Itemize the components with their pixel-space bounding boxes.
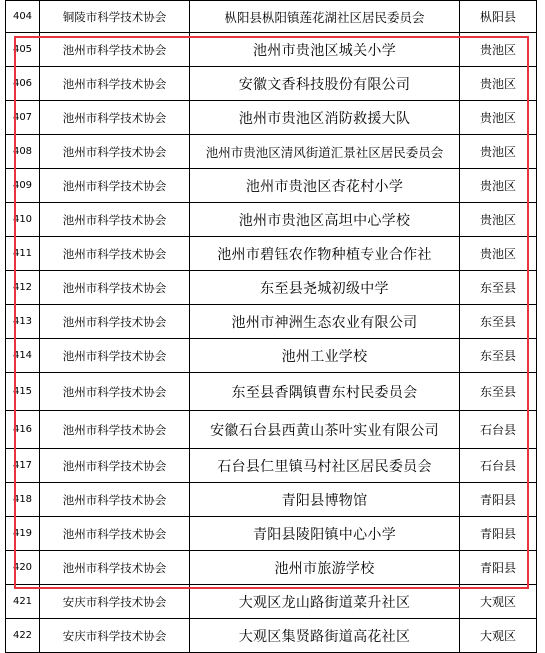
table-row	[6, 483, 537, 517]
unit-name: 枞阳县枞阳镇莲花湖社区居民委员会	[190, 1, 460, 33]
unit-name: 东至县香隅镇曹东村民委员会	[190, 373, 460, 411]
row-number: 417	[6, 449, 40, 483]
table-row	[6, 305, 537, 339]
row-number: 404	[6, 1, 40, 33]
district: 石台县	[460, 449, 537, 483]
table-row	[6, 551, 537, 585]
table-row	[6, 373, 537, 411]
row-number: 412	[6, 271, 40, 305]
data-table	[5, 0, 537, 653]
recommending-org: 安庆市科学技术协会	[40, 619, 190, 653]
recommending-org: 铜陵市科学技术协会	[40, 1, 190, 33]
recommending-org: 池州市科学技术协会	[40, 67, 190, 101]
recommending-org: 安庆市科学技术协会	[40, 585, 190, 619]
district: 青阳县	[460, 483, 537, 517]
district: 枞阳县	[460, 1, 537, 33]
table-row	[6, 619, 537, 653]
row-number: 420	[6, 551, 40, 585]
row-number: 411	[6, 237, 40, 271]
recommending-org: 池州市科学技术协会	[40, 411, 190, 449]
unit-name: 大观区集贤路街道高花社区	[190, 619, 460, 653]
row-number: 422	[6, 619, 40, 653]
recommending-org: 池州市科学技术协会	[40, 449, 190, 483]
row-number: 408	[6, 135, 40, 169]
district: 贵池区	[460, 101, 537, 135]
row-number: 419	[6, 517, 40, 551]
table-row	[6, 101, 537, 135]
unit-name: 石台县仁里镇马村社区居民委员会	[190, 449, 460, 483]
row-number: 409	[6, 169, 40, 203]
recommending-org: 池州市科学技术协会	[40, 271, 190, 305]
district: 大观区	[460, 619, 537, 653]
table-row	[6, 1, 537, 33]
unit-name: 池州市碧钰农作物种植专业合作社	[190, 237, 460, 271]
district: 东至县	[460, 305, 537, 339]
district: 青阳县	[460, 551, 537, 585]
table-row	[6, 135, 537, 169]
district: 东至县	[460, 373, 537, 411]
unit-name: 东至县尧城初级中学	[190, 271, 460, 305]
row-number: 414	[6, 339, 40, 373]
table-row	[6, 203, 537, 237]
row-number: 415	[6, 373, 40, 411]
table-row	[6, 411, 537, 449]
recommending-org: 池州市科学技术协会	[40, 33, 190, 67]
district: 贵池区	[460, 237, 537, 271]
row-number: 410	[6, 203, 40, 237]
district: 东至县	[460, 339, 537, 373]
row-number: 405	[6, 33, 40, 67]
recommending-org: 池州市科学技术协会	[40, 237, 190, 271]
row-number: 418	[6, 483, 40, 517]
district: 贵池区	[460, 67, 537, 101]
district: 贵池区	[460, 135, 537, 169]
table-row	[6, 169, 537, 203]
recommending-org: 池州市科学技术协会	[40, 339, 190, 373]
row-number: 416	[6, 411, 40, 449]
recommending-org: 池州市科学技术协会	[40, 305, 190, 339]
unit-name: 池州市贵池区消防救援大队	[190, 101, 460, 135]
district: 贵池区	[460, 203, 537, 237]
table-row	[6, 339, 537, 373]
row-number: 421	[6, 585, 40, 619]
unit-name: 池州市贵池区城关小学	[190, 33, 460, 67]
unit-name: 安徽文香科技股份有限公司	[190, 67, 460, 101]
table-row	[6, 33, 537, 67]
district: 东至县	[460, 271, 537, 305]
table-row	[6, 271, 537, 305]
row-number: 406	[6, 67, 40, 101]
recommending-org: 池州市科学技术协会	[40, 203, 190, 237]
unit-name: 大观区龙山路街道菜升社区	[190, 585, 460, 619]
recommending-org: 池州市科学技术协会	[40, 373, 190, 411]
row-number: 413	[6, 305, 40, 339]
district: 贵池区	[460, 169, 537, 203]
table-row	[6, 585, 537, 619]
recommending-org: 池州市科学技术协会	[40, 551, 190, 585]
recommending-org: 池州市科学技术协会	[40, 101, 190, 135]
district: 大观区	[460, 585, 537, 619]
unit-name: 池州市旅游学校	[190, 551, 460, 585]
unit-name: 池州市贵池区高坦中心学校	[190, 203, 460, 237]
table-row	[6, 237, 537, 271]
table-row	[6, 517, 537, 551]
unit-name: 池州市贵池区清风街道汇景社区居民委员会	[190, 135, 460, 169]
unit-name: 青阳县陵阳镇中心小学	[190, 517, 460, 551]
unit-name: 池州市神洲生态农业有限公司	[190, 305, 460, 339]
unit-name: 池州工业学校	[190, 339, 460, 373]
district: 贵池区	[460, 33, 537, 67]
recommending-org: 池州市科学技术协会	[40, 135, 190, 169]
recommending-org: 池州市科学技术协会	[40, 169, 190, 203]
row-number: 407	[6, 101, 40, 135]
unit-name: 池州市贵池区杏花村小学	[190, 169, 460, 203]
district: 青阳县	[460, 517, 537, 551]
unit-name: 青阳县博物馆	[190, 483, 460, 517]
table-row	[6, 67, 537, 101]
recommending-org: 池州市科学技术协会	[40, 483, 190, 517]
recommending-org: 池州市科学技术协会	[40, 517, 190, 551]
unit-name: 安徽石台县西黄山茶叶实业有限公司	[190, 411, 460, 449]
table-row	[6, 449, 537, 483]
district: 石台县	[460, 411, 537, 449]
